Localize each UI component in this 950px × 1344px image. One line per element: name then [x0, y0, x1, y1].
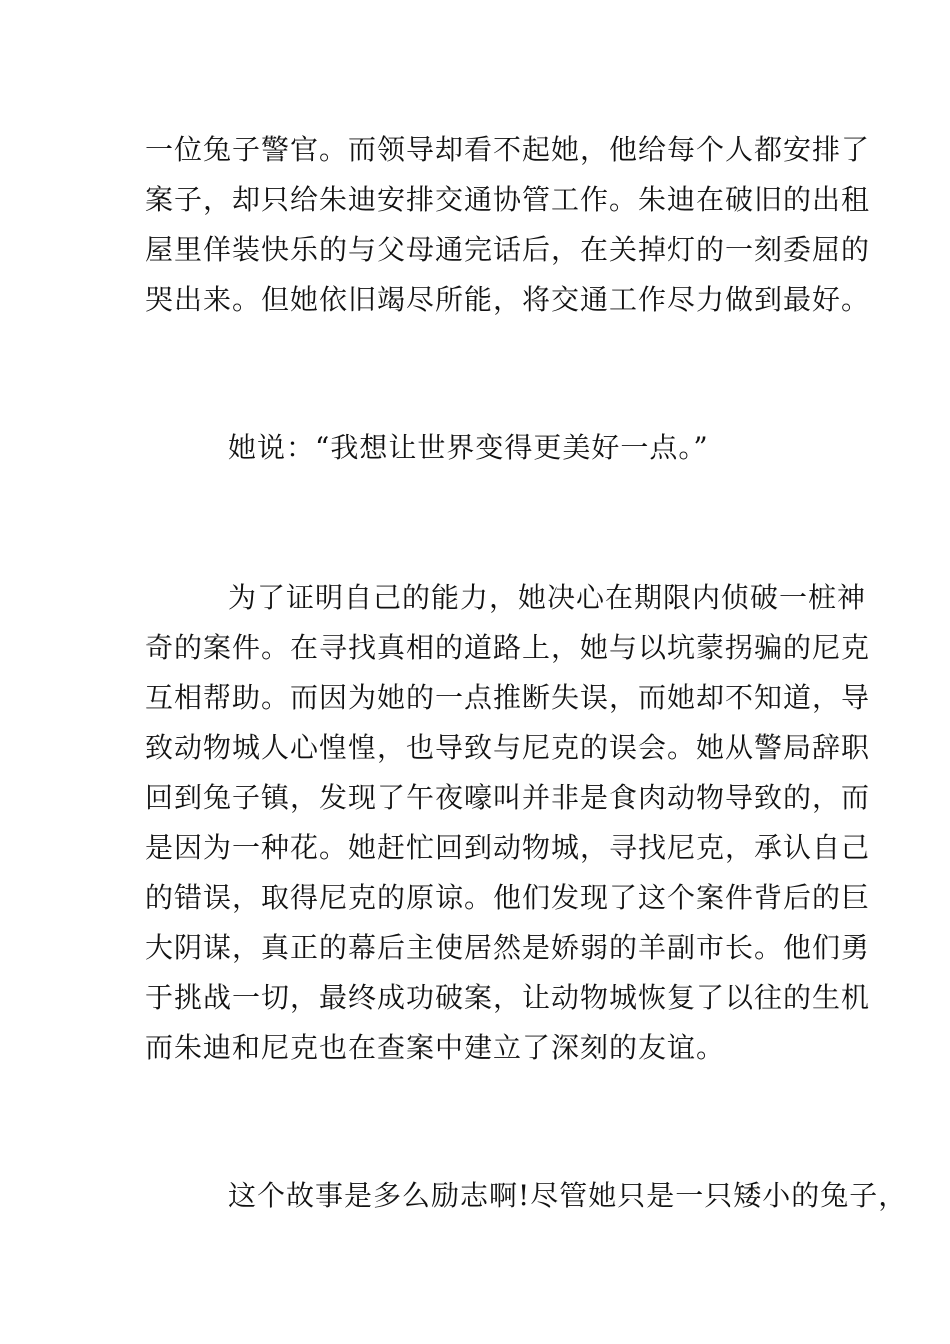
paragraph-1-line-4: 哭出来。但她依旧竭尽所能，将交通工作尽力做到最好。 [145, 283, 871, 316]
paragraph-4-line-1: 这个故事是多么励志啊!尽管她只是一只矮小的兔子， [228, 1179, 908, 1212]
paragraph-3-line-1: 为了证明自己的能力，她决心在期限内侦破一桩神 [228, 581, 867, 614]
paragraph-3-line-4: 致动物城人心惶惶，也导致与尼克的误会。她从警局辞职 [145, 731, 871, 764]
paragraph-3-line-9: 于挑战一切，最终成功破案，让动物城恢复了以往的生机 [145, 981, 871, 1014]
paragraph-2-line-1: 她说：“我想让世界变得更美好一点。” [228, 431, 709, 464]
paragraph-1-line-2: 案子，却只给朱迪安排交通协管工作。朱迪在破旧的出租 [145, 183, 871, 216]
paragraph-3-line-8: 大阴谋，真正的幕后主使居然是娇弱的羊副市长。他们勇 [145, 931, 871, 964]
paragraph-3-line-6: 是因为一种花。她赶忙回到动物城，寻找尼克，承认自己 [145, 831, 871, 864]
paragraph-1-line-3: 屋里佯装快乐的与父母通完话后，在关掉灯的一刻委屈的 [145, 233, 871, 266]
paragraph-1-line-1: 一位兔子警官。而领导却看不起她，他给每个人都安排了 [145, 133, 871, 166]
paragraph-3-line-7: 的错误，取得尼克的原谅。他们发现了这个案件背后的巨 [145, 881, 871, 914]
paragraph-3-line-3: 互相帮助。而因为她的一点推断失误，而她却不知道，导 [145, 681, 871, 714]
paragraph-3-line-2: 奇的案件。在寻找真相的道路上，她与以坑蒙拐骗的尼克 [145, 631, 871, 664]
paragraph-3-line-10: 而朱迪和尼克也在查案中建立了深刻的友谊。 [145, 1031, 726, 1064]
paragraph-3-line-5: 回到兔子镇，发现了午夜嚎叫并非是食肉动物导致的，而 [145, 781, 871, 814]
